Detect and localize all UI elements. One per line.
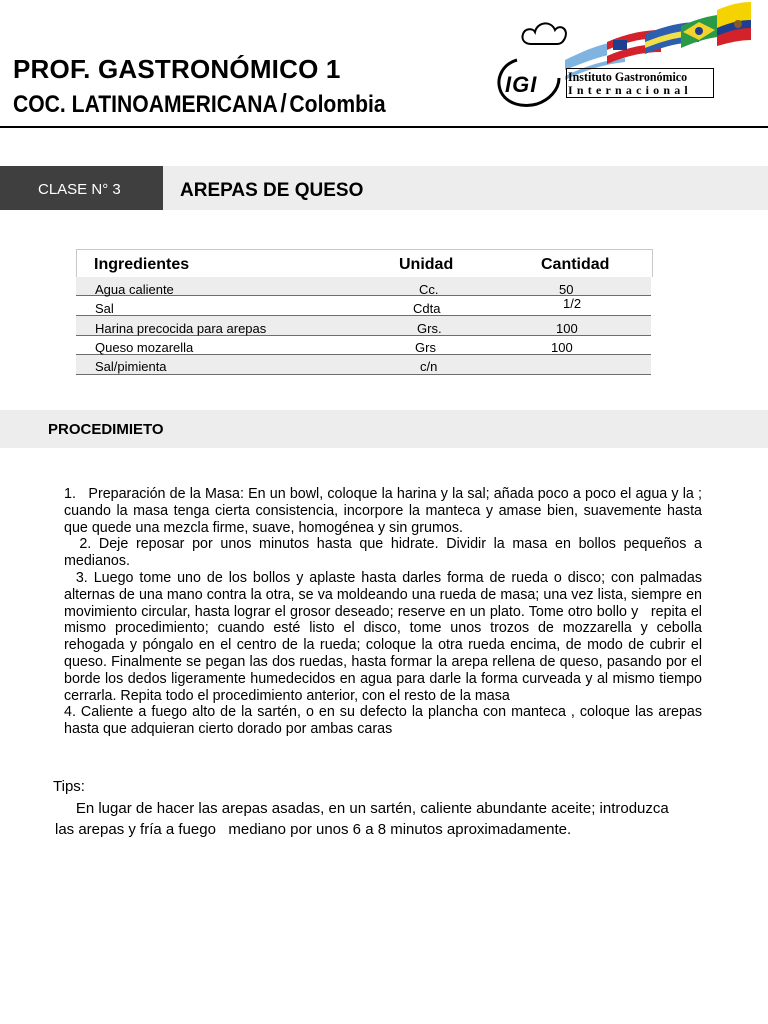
ingredient-name: Sal	[95, 301, 114, 316]
ingredient-unit: c/n	[420, 359, 438, 374]
ingredient-unit: Cdta	[413, 301, 441, 316]
column-header-ingredients: Ingredientes	[94, 256, 190, 273]
logo-name-line1: Instituto Gastronómico	[568, 69, 688, 84]
tips-line-1: En lugar de hacer las arepas asadas, en un sartén, caliente abundante aceite; introduzca	[55, 800, 669, 817]
procedure-steps	[64, 486, 714, 738]
course-subtitle	[13, 88, 386, 119]
procedure-step-1: 1. Preparación de la Masa: En un bowl, coloque la harina y la sal; añada poco a poco el agua y la ; cuando la masa tenga cierta consistencia, incorpore la manteca y amase bien, suavemente hasta que quede una mezcla firme, suave, homogénea y sin grumos.	[64, 486, 706, 536]
ingredient-name: Harina precocida para arepas	[95, 321, 267, 336]
procedure-step-2: 2. Deje reposar por unos minutos hasta que hidrate. Dividir la masa en bollos pequeños a medianos.	[64, 536, 706, 570]
tips-label: Tips:	[53, 778, 85, 795]
column-header-unit: Unidad	[399, 256, 454, 273]
class-number: CLASE N° 3	[38, 181, 121, 198]
procedure-step-3: 3. Luego tome uno de los bollos y aplaste hasta darles forma de rueda o disco; con palmadas alternas de una mano contra la otra, se va moldeando una rueda de masa; una vez lista, siempre en movimiento circular, hasta lograr el grosor deseado; reserve en un plato. Tome otro bollo y repita el mismo procedimiento; cuando esté listo el disco, tome unos trozos de mozzarella y cebolla rehogada y póngalo en el centro de la rueda; coloque la otra rueda encima, de modo de cubrir el queso. Finalmente se pegan las dos ruedas, hasta formar la arepa rellena de queso, pasando por el borde los dedos ligeramente humedecidos en agua para darle la forma curveada y al mismo tiempo cerrarla. Repita todo el procedimiento anterior, con el resto de la masa	[64, 569, 714, 704]
ingredient-unit: Grs.	[417, 321, 442, 336]
tips-text	[55, 798, 755, 840]
procedure-step-4: 4. Caliente a fuego alto de la sartén, o en su defecto la plancha con manteca , coloque las arepas hasta que adquieran cierto dorado por ambas caras	[64, 704, 706, 738]
row-divider	[76, 374, 651, 375]
ingredient-name: Queso mozarella	[95, 340, 194, 355]
tips-line-2: las arepas y fría a fuego mediano por unos 6 a 8 minutos aproximadamente.	[55, 821, 572, 838]
logo-acronym: IGI	[505, 72, 538, 97]
course-title: PROF. GASTRONÓMICO 1	[13, 54, 341, 84]
ingredient-qty: 100	[556, 321, 578, 336]
ingredient-qty: 1/2	[563, 296, 582, 311]
ingredient-unit: Grs	[415, 340, 436, 355]
column-header-quantity: Cantidad	[541, 256, 610, 273]
recipe-title: AREPAS DE QUESO	[180, 180, 364, 201]
ingredient-qty: 50	[559, 282, 574, 297]
ingredient-unit: Cc.	[419, 282, 439, 297]
ingredient-name: Sal/pimienta	[95, 359, 167, 374]
cuisine-label: COC. LATINOAMERICANA	[13, 91, 278, 118]
logo-name-line2: Internacional	[568, 83, 692, 97]
title-separator: /	[280, 88, 287, 118]
procedure-title: PROCEDIMIETO	[48, 421, 164, 438]
country-label: Colombia	[289, 91, 386, 118]
ingredient-name: Agua caliente	[95, 282, 174, 297]
ingredient-qty: 100	[551, 340, 573, 355]
header-divider	[0, 126, 768, 128]
